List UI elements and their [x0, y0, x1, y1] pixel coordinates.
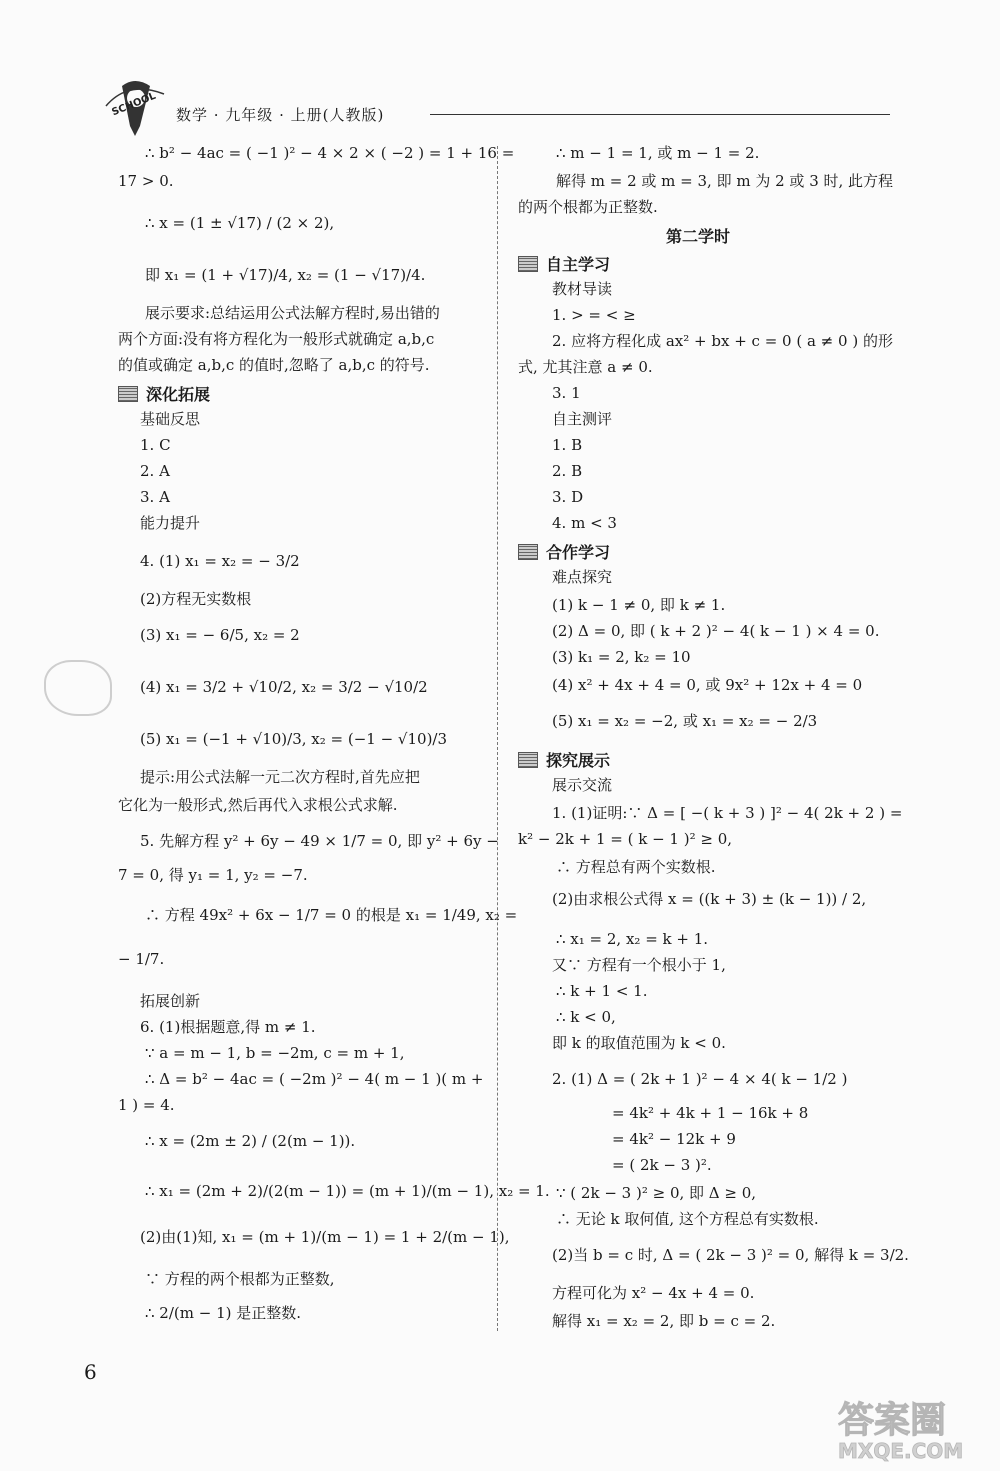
formula-line: ∴ k < 0,	[556, 1008, 616, 1026]
answer-item: 1. (1)证明:∵ Δ = [ −( k + 3 ) ]² − 4( 2k + 2 ) =	[552, 804, 903, 822]
formula-line: = 4k² + 4k + 1 − 16k + 8	[612, 1104, 809, 1122]
formula-line: = ( 2k − 3 )².	[612, 1156, 712, 1174]
text-line: 提示:用公式法解一元二次方程时,首先应把	[140, 768, 420, 786]
header-rule	[430, 114, 890, 115]
answer-item: 6. (1)根据题意,得 m ≠ 1.	[140, 1018, 316, 1036]
formula-line: ∴ x₁ = (2m + 2)/(2(m − 1)) = (m + 1)/(m − 1), x₂ = 1.	[145, 1182, 550, 1200]
answer-item: (5) x₁ = x₂ = −2, 或 x₁ = x₂ = − 2/3	[552, 712, 818, 730]
formula-line: ∵ ( 2k − 3 )² ≥ 0, 即 Δ ≥ 0,	[556, 1184, 757, 1202]
faint-stamp	[44, 660, 112, 716]
formula-line: ∴ k + 1 < 1.	[556, 982, 648, 1000]
text-line: 即 k 的取值范围为 k < 0.	[552, 1034, 726, 1052]
formula-line: − 1/7.	[118, 950, 165, 968]
lesson-title: 第二学时	[666, 227, 731, 246]
answer-item: 5. 先解方程 y² + 6y − 49 × 1/7 = 0, 即 y² + 6y −	[140, 832, 499, 850]
discriminant-line: ∴ b² − 4ac = ( −1 )² − 4 × 2 × ( −2 ) = 1 + 16 =	[145, 144, 515, 162]
answer-item: (2) Δ = 0, 即 ( k + 2 )² − 4( k − 1 ) × 4 = 0.	[552, 622, 880, 640]
watermark-line1: 答案圈	[838, 1400, 947, 1441]
formula-line: ∴ x = (2m ± 2) / (2(m − 1)).	[145, 1132, 356, 1150]
watermark-logo	[832, 1392, 990, 1464]
section-marker-icon	[118, 386, 138, 402]
subheading: 拓展创新	[140, 992, 201, 1010]
formula-line: 又∵ 方程有一个根小于 1,	[552, 956, 726, 974]
text-line: 展示要求:总结运用公式法解方程时,易出错的	[145, 304, 440, 322]
section-marker-icon	[518, 752, 538, 768]
formula-line: ∴ Δ = b² − 4ac = ( −2m )² − 4( m − 1 )( m +	[145, 1070, 484, 1088]
section-heading: 合作学习	[518, 540, 610, 563]
answer-item: 3. 1	[552, 384, 581, 402]
subheading: 教材导读	[552, 280, 613, 298]
formula-line: ∴ 方程 49x² + 6x − 1/7 = 0 的根是 x₁ = 1/49, x₂ =	[145, 906, 518, 924]
text-line: 解得 m = 2 或 m = 3, 即 m 为 2 或 3 时, 此方程	[556, 172, 894, 190]
answer-item: 4. m < 3	[552, 514, 617, 532]
answer-item: 4. (1) x₁ = x₂ = − 3/2	[140, 552, 300, 570]
answer-item: 3. A	[140, 488, 170, 506]
answer-item: 2. 应将方程化成 ax² + bx + c = 0 ( a ≠ 0 ) 的形	[552, 332, 893, 350]
answer-item: 1. B	[552, 436, 583, 454]
answer-item: (5) x₁ = (−1 + √10)/3, x₂ = (−1 − √10)/3	[140, 730, 448, 748]
answer-item: (4) x₁ = 3/2 + √10/2, x₂ = 3/2 − √10/2	[140, 678, 428, 696]
formula-line: 即 x₁ = (1 + √17)/4, x₂ = (1 − √17)/4.	[145, 266, 426, 284]
answer-item: (1) k − 1 ≠ 0, 即 k ≠ 1.	[552, 596, 726, 614]
formula-line: k² − 2k + 1 = ( k − 1 )² ≥ 0,	[518, 830, 732, 848]
answer-item: 1. > = < ≥	[552, 306, 636, 324]
formula-line: ∴ 2/(m − 1) 是正整数.	[145, 1304, 302, 1322]
text-line: 7 = 0, 得 y₁ = 1, y₂ = −7.	[118, 866, 308, 884]
answer-item: (4) x² + 4x + 4 = 0, 或 9x² + 12x + 4 = 0	[552, 676, 863, 694]
formula-line: = 4k² − 12k + 9	[612, 1130, 736, 1148]
answer-item: (3) x₁ = − 6/5, x₂ = 2	[140, 626, 300, 644]
section-heading: 探究展示	[518, 748, 610, 771]
formula-line: 解得 x₁ = x₂ = 2, 即 b = c = 2.	[552, 1312, 776, 1330]
section-heading: 深化拓展	[118, 382, 210, 405]
formula-line: ∴ 方程总有两个实数根.	[556, 858, 716, 876]
answer-item: 2. A	[140, 462, 170, 480]
subheading: 能力提升	[140, 514, 201, 532]
text-line: 的两个根都为正整数.	[518, 198, 658, 216]
answer-item: (3) k₁ = 2, k₂ = 10	[552, 648, 691, 666]
school-logo-icon	[100, 78, 170, 138]
section-marker-icon	[518, 544, 538, 560]
book-title: 数学 · 九年级 · 上册(人教版)	[176, 106, 385, 124]
formula-line: (2)当 b = c 时, Δ = ( 2k − 3 )² = 0, 解得 k = 3/2.	[552, 1246, 909, 1264]
formula-line: ∴ x = (1 ± √17) / (2 × 2),	[145, 214, 335, 232]
section-marker-icon	[518, 256, 538, 272]
text-line: 17 > 0.	[118, 172, 174, 190]
subheading: 基础反思	[140, 410, 201, 428]
formula-line: ∴ x₁ = 2, x₂ = k + 1.	[556, 930, 709, 948]
answer-item: 3. D	[552, 488, 584, 506]
formula-line: (2)由求根公式得 x = ((k + 3) ± (k − 1)) / 2,	[552, 890, 867, 908]
subheading: 展示交流	[552, 776, 613, 794]
formula-line: 2. (1) Δ = ( 2k + 1 )² − 4 × 4( k − 1/2 )	[552, 1070, 848, 1088]
page-header	[100, 78, 900, 138]
answer-item: 2. B	[552, 462, 583, 480]
text-line: 的值或确定 a,b,c 的值时,忽略了 a,b,c 的符号.	[118, 356, 430, 374]
text-line: 它化为一般形式,然后再代入求根公式求解.	[118, 796, 398, 814]
watermark-line2: MXQE.COM	[838, 1439, 964, 1463]
text-line: 两个方面:没有将方程化为一般形式就确定 a,b,c	[118, 330, 435, 348]
answer-item: 1. C	[140, 436, 171, 454]
subheading: 难点探究	[552, 568, 613, 586]
page-number: 6	[84, 1360, 97, 1384]
formula-line: (2)由(1)知, x₁ = (m + 1)/(m − 1) = 1 + 2/(m − 1),	[140, 1228, 510, 1246]
logo-text: SCHOOL	[110, 90, 158, 119]
formula-line: ∵ a = m − 1, b = −2m, c = m + 1,	[145, 1044, 405, 1062]
text-line: 式, 尤其注意 a ≠ 0.	[518, 358, 653, 376]
formula-line: ∴ m − 1 = 1, 或 m − 1 = 2.	[556, 144, 760, 162]
formula-line: 方程可化为 x² − 4x + 4 = 0.	[552, 1284, 755, 1302]
section-heading: 自主学习	[518, 252, 610, 275]
formula-line: ∵ 方程的两个根都为正整数,	[145, 1270, 335, 1288]
answer-item: (2)方程无实数根	[140, 590, 252, 608]
column-divider	[497, 146, 498, 1331]
subheading: 自主测评	[552, 410, 613, 428]
text-line: ∴ 无论 k 取何值, 这个方程总有实数根.	[556, 1210, 819, 1228]
text-line: 1 ) = 4.	[118, 1096, 175, 1114]
